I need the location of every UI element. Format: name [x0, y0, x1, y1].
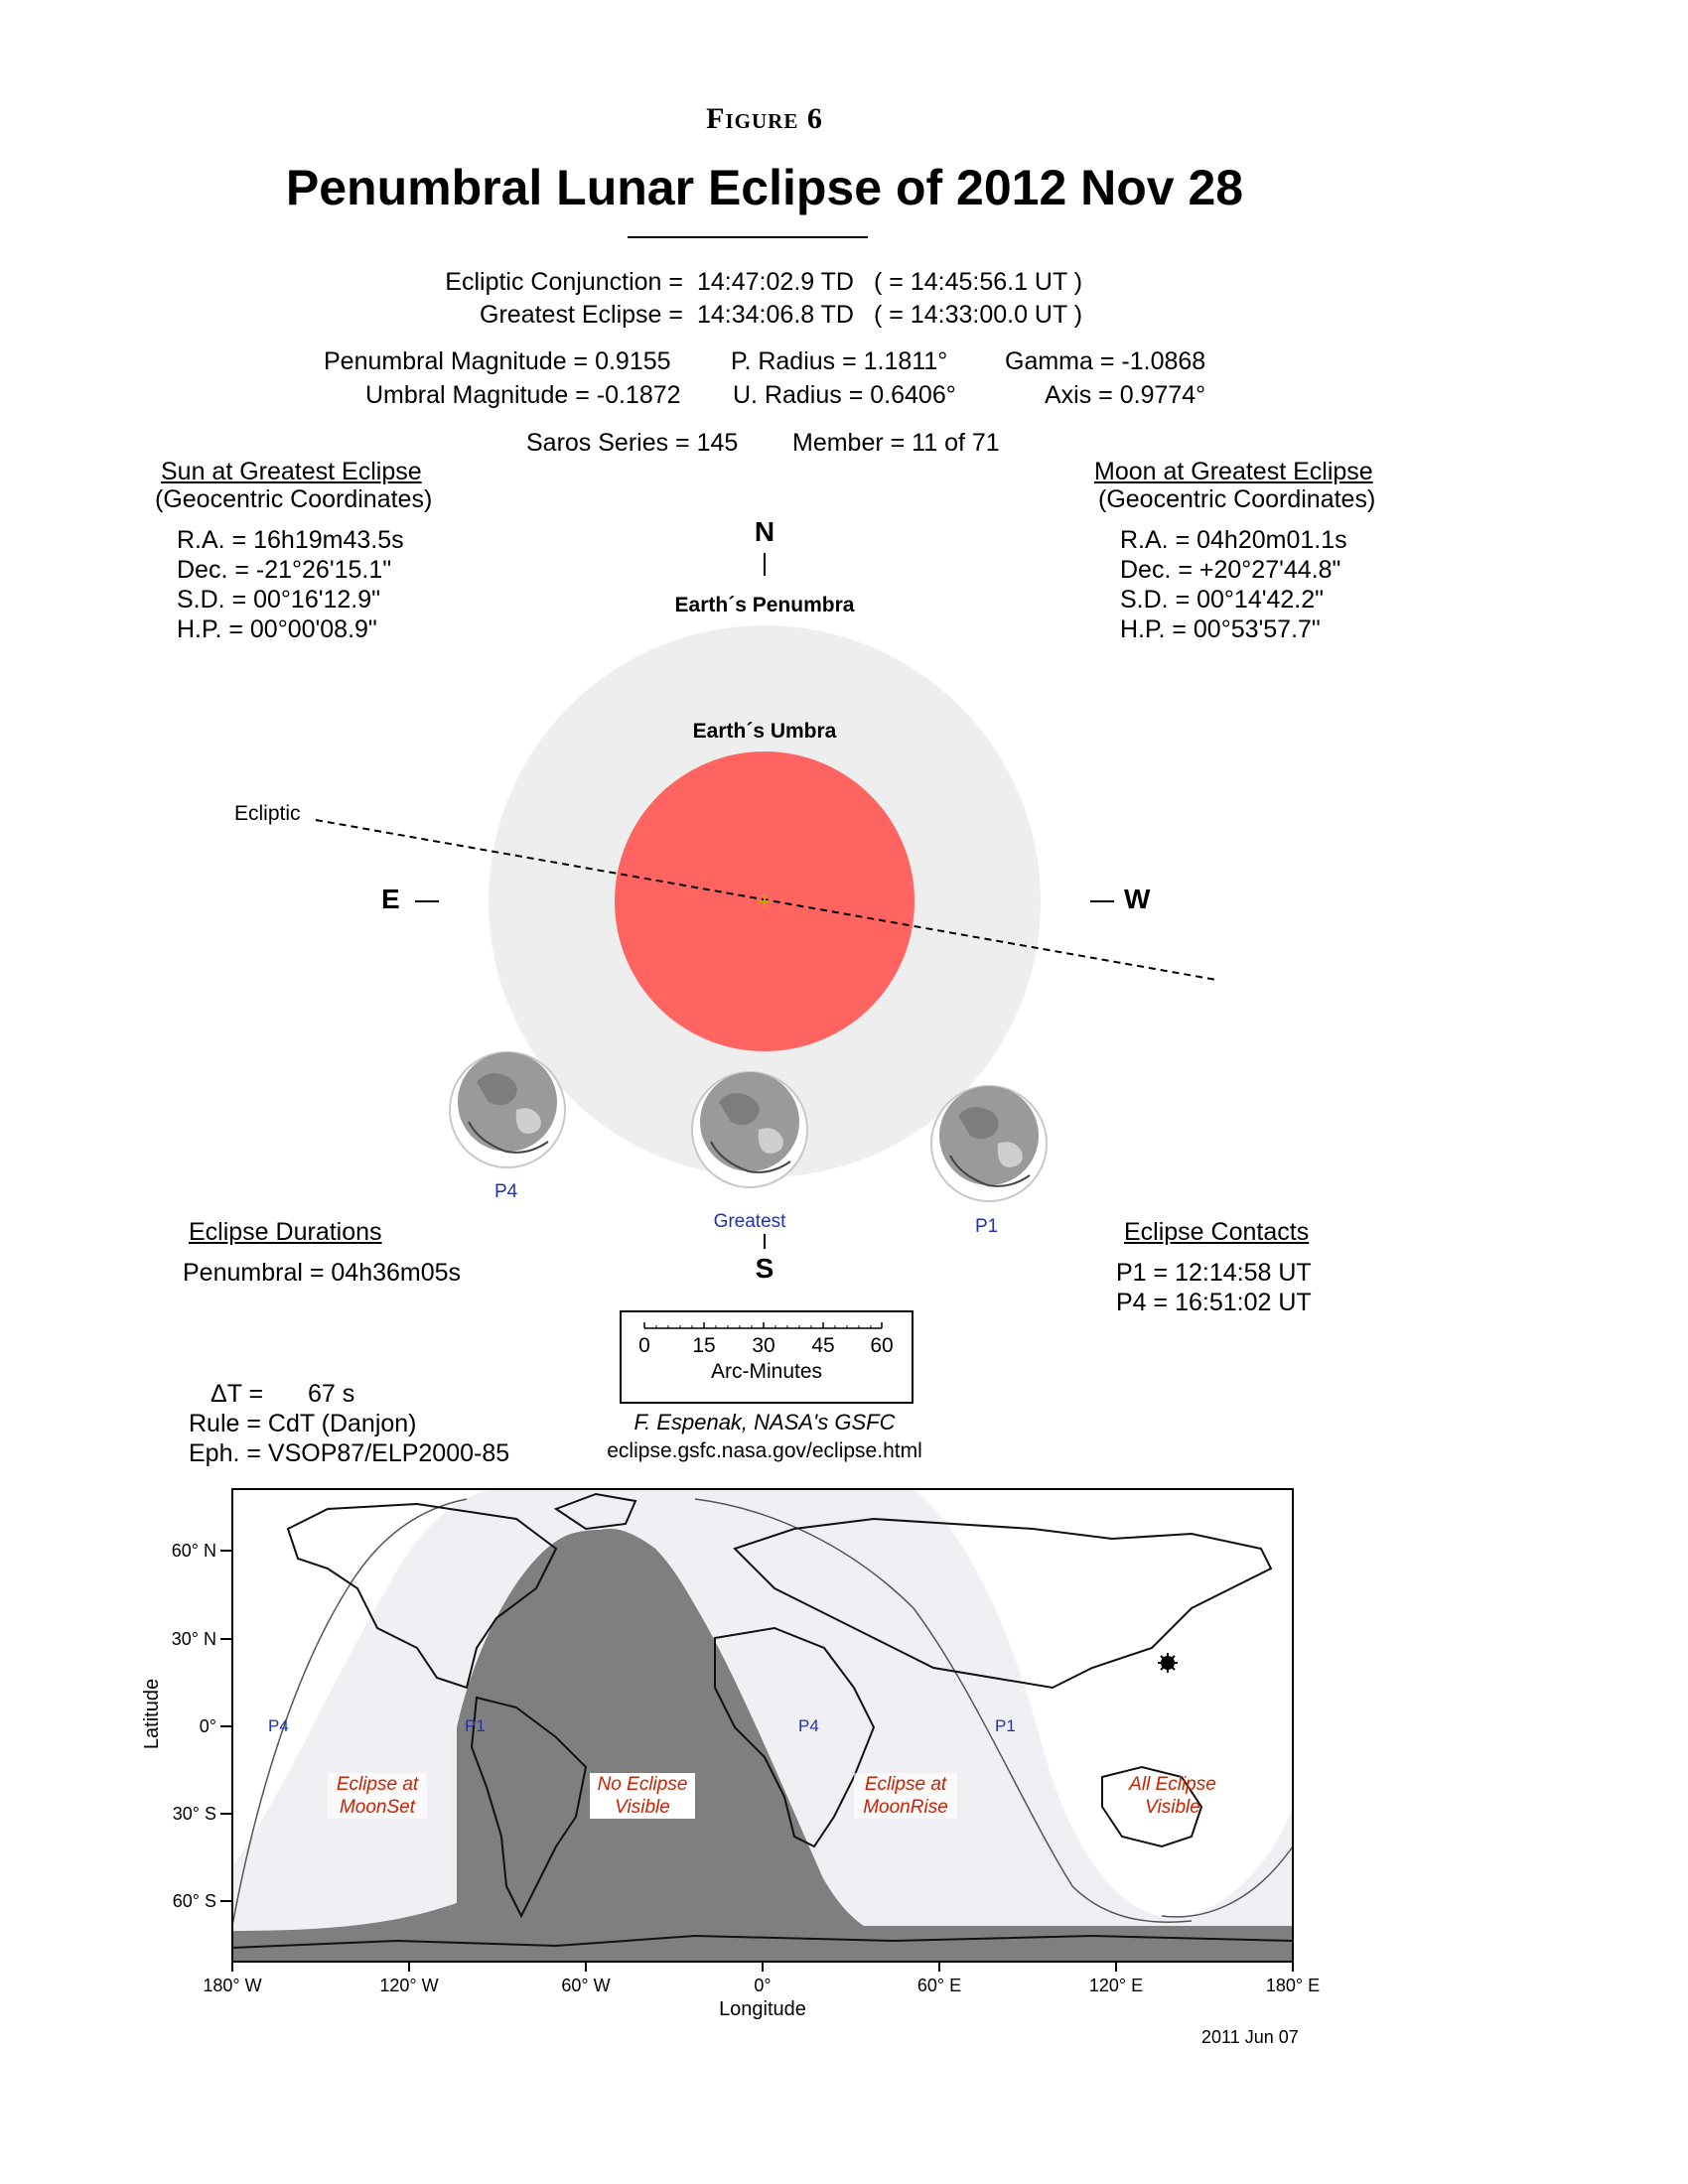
- ephemeris-rule: Rule = CdT (Danjon): [189, 1410, 417, 1437]
- map-x-axis-title: Longitude: [719, 1998, 806, 2020]
- saros-member: Member = 11 of 71: [792, 429, 1000, 457]
- figure-label: Figure 6: [706, 102, 823, 135]
- credit-url: eclipse.gsfc.nasa.gov/eclipse.html: [607, 1439, 922, 1462]
- ecliptic-conjunction-label: Ecliptic Conjunction =: [445, 268, 683, 296]
- lon-tick-60w: 60° W: [561, 1976, 611, 1995]
- gamma-value: Gamma = -1.0868: [1005, 347, 1206, 375]
- ecliptic-conjunction-td: 14:47:02.9 TD: [697, 268, 854, 296]
- ecliptic-label: Ecliptic: [234, 802, 301, 825]
- curve-label-p1-west: P1: [465, 1716, 486, 1735]
- axis-value: Axis = 0.9774°: [1045, 381, 1206, 409]
- moon-sd: S.D. = 00°14'42.2": [1120, 586, 1325, 614]
- saros-series: Saros Series = 145: [526, 429, 739, 457]
- sun-subheading: (Geocentric Coordinates): [155, 485, 433, 513]
- credit-author: F. Espenak, NASA's GSFC: [633, 1410, 896, 1434]
- umbral-radius: U. Radius = 0.6406°: [733, 381, 956, 409]
- region-label-moonset: Eclipse at MoonSet: [328, 1773, 427, 1819]
- map-y-axis-title: Latitude: [141, 1678, 164, 1750]
- delta-t-label: ΔT =: [211, 1380, 264, 1408]
- moon-hp: H.P. = 00°53'57.7": [1120, 615, 1321, 643]
- curve-label-p1-east: P1: [995, 1716, 1016, 1735]
- curve-label-p4-east: P4: [798, 1716, 819, 1735]
- scale-tick-60: 60: [870, 1334, 894, 1357]
- lon-tick-180e: 180° E: [1265, 1976, 1321, 1995]
- moon-greatest-label: Greatest: [713, 1211, 786, 1232]
- penumbral-radius: P. Radius = 1.1811°: [731, 347, 948, 375]
- scale-tick-45: 45: [811, 1334, 835, 1357]
- west-label: W: [1124, 884, 1151, 914]
- region-label-no-eclipse: No Eclipse Visible: [590, 1773, 695, 1819]
- umbral-magnitude: Umbral Magnitude = -0.1872: [365, 381, 681, 409]
- footer-date: 2011 Jun 07: [1201, 2027, 1299, 2047]
- sun-sd: S.D. = 00°16'12.9": [177, 586, 381, 614]
- sun-heading: Sun at Greatest Eclipse: [161, 458, 422, 485]
- greatest-eclipse-ut: ( = 14:33:00.0 UT ): [874, 301, 1083, 329]
- sun-ra: R.A. = 16h19m43.5s: [177, 526, 404, 554]
- lat-tick-60n: 60° N: [171, 1541, 216, 1561]
- curve-label-p4-west: P4: [268, 1716, 289, 1735]
- contacts-heading: Eclipse Contacts: [1124, 1218, 1310, 1246]
- umbra-label: Earth´s Umbra: [692, 720, 837, 743]
- sun-dec: Dec. = -21°26'15.1": [177, 556, 392, 584]
- durations-heading: Eclipse Durations: [189, 1218, 382, 1246]
- scale-label: Arc-Minutes: [710, 1360, 823, 1383]
- penumbra-label: Earth´s Penumbra: [674, 594, 855, 616]
- ephemeris-eph: Eph. = VSOP87/ELP2000-85: [189, 1439, 510, 1467]
- subsolar-rays-icon: [1158, 1653, 1178, 1673]
- scale-tick-30: 30: [752, 1334, 775, 1357]
- scale-tick-0: 0: [638, 1334, 650, 1357]
- scale-tick-15: 15: [692, 1334, 716, 1357]
- lon-tick-120w: 120° W: [379, 1976, 439, 1995]
- moon-subheading: (Geocentric Coordinates): [1098, 485, 1376, 513]
- contact-p1: P1 = 12:14:58 UT: [1116, 1259, 1312, 1287]
- ecliptic-conjunction-ut: ( = 14:45:56.1 UT ): [874, 268, 1083, 296]
- lat-tick-0: 0°: [199, 1716, 216, 1736]
- sun-hp: H.P. = 00°00'08.9": [177, 615, 377, 643]
- moon-ra: R.A. = 04h20m01.1s: [1120, 526, 1347, 554]
- lon-tick-120e: 120° E: [1088, 1976, 1144, 1995]
- lat-tick-60s: 60° S: [172, 1891, 216, 1911]
- moon-p4-label: P4: [494, 1181, 518, 1202]
- contact-p4: P4 = 16:51:02 UT: [1116, 1289, 1312, 1316]
- page-title: Penumbral Lunar Eclipse of 2012 Nov 28: [285, 160, 1244, 215]
- north-label: N: [754, 516, 775, 547]
- region-label-moonrise: Eclipse at MoonRise: [854, 1773, 957, 1819]
- moon-p1-label: P1: [975, 1216, 999, 1237]
- south-label: S: [755, 1253, 774, 1284]
- penumbral-magnitude: Penumbral Magnitude = 0.9155: [324, 347, 671, 375]
- region-label-all-eclipse: All Eclipse Visible: [1129, 1774, 1216, 1818]
- east-label: E: [381, 884, 400, 914]
- greatest-eclipse-label: Greatest Eclipse =: [480, 301, 683, 329]
- lat-tick-30s: 30° S: [172, 1804, 216, 1824]
- moon-heading: Moon at Greatest Eclipse: [1094, 458, 1373, 485]
- delta-t-value: 67 s: [308, 1380, 355, 1408]
- lon-tick-60e: 60° E: [916, 1976, 962, 1995]
- moon-dec: Dec. = +20°27'44.8": [1120, 556, 1341, 584]
- greatest-eclipse-td: 14:34:06.8 TD: [697, 301, 854, 329]
- lat-tick-30n: 30° N: [171, 1629, 216, 1649]
- lon-tick-180w: 180° W: [203, 1976, 262, 1995]
- penumbral-duration: Penumbral = 04h36m05s: [183, 1259, 462, 1287]
- lon-tick-0: 0°: [754, 1976, 772, 1995]
